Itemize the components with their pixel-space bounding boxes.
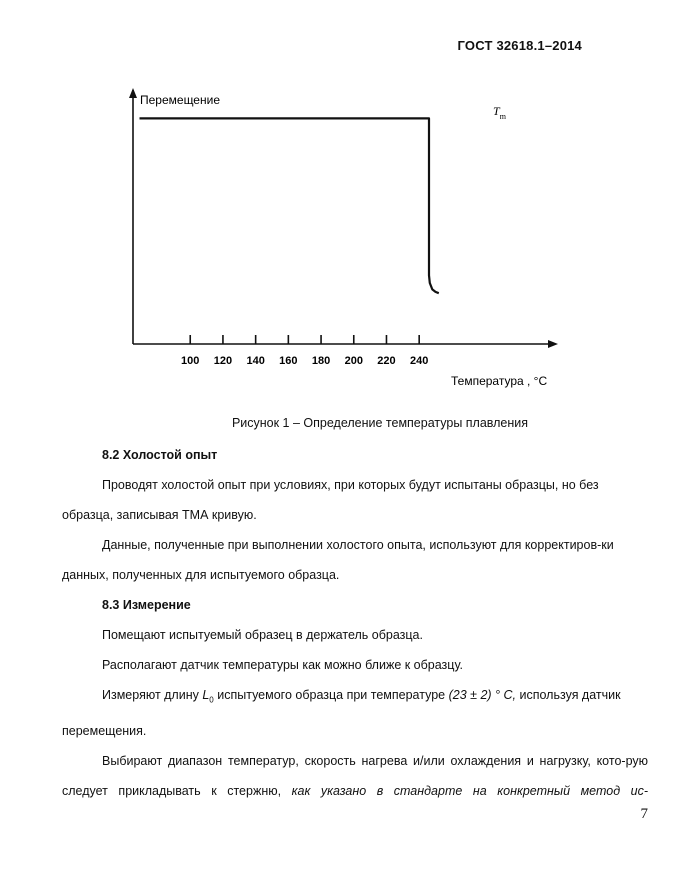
page-number: 7 [640, 806, 648, 822]
tma-curve [140, 118, 439, 293]
x-tick-label: 120 [213, 355, 233, 367]
x-tick-label: 160 [279, 355, 298, 367]
y-axis-arrow [129, 88, 137, 98]
x-tick-label: 100 [181, 355, 200, 367]
melting-temperature-label: $T_m$ [493, 104, 506, 121]
paragraph: Данные, полученные при выполнении холостого опыта, используют для корректиров-ки данных, полученных для испытуемого образца. [62, 538, 614, 582]
section-8-3-heading: 8.3 Измерение [102, 598, 191, 612]
section-8-2-heading: 8.2 Холостой опыт [102, 448, 218, 462]
figure-caption: Рисунок 1 – Определение температуры плавления [231, 416, 529, 430]
x-tick-label: 200 [344, 355, 363, 367]
body-text [62, 440, 648, 806]
x-axis-arrow [548, 340, 558, 348]
paragraph: Выбирают диапазон температур, скорость нагрева и/или охлаждения и нагрузку, кото-рую следует прикладывать к стержню, как указано в стандарте на конкретный метод ис- [62, 753, 648, 798]
tma-figure [110, 82, 570, 392]
paragraph: Проводят холостой опыт при условиях, при которых будут испытаны образцы, но без образца, записывая ТМА кривую. [62, 478, 599, 522]
x-tick-label: 180 [311, 355, 331, 367]
x-axis-label: Температура , °С [451, 374, 548, 388]
paragraph: Располагают датчик температуры как можно ближе к образцу. [102, 658, 463, 672]
x-tick-label: 140 [246, 355, 265, 367]
x-tick-label: 240 [409, 355, 429, 367]
x-tick-label: 220 [377, 355, 396, 367]
document-id: ГОСТ 32618.1–2014 [457, 38, 582, 53]
paragraph: Помещают испытуемый образец в держатель образца. [102, 628, 423, 642]
paragraph: Измеряют длину $L_0$ испытуемого образца при температуре (23 ± 2) ° C, используя датчик перемещения. [62, 688, 621, 738]
y-axis-label: Перемещение [140, 93, 220, 107]
